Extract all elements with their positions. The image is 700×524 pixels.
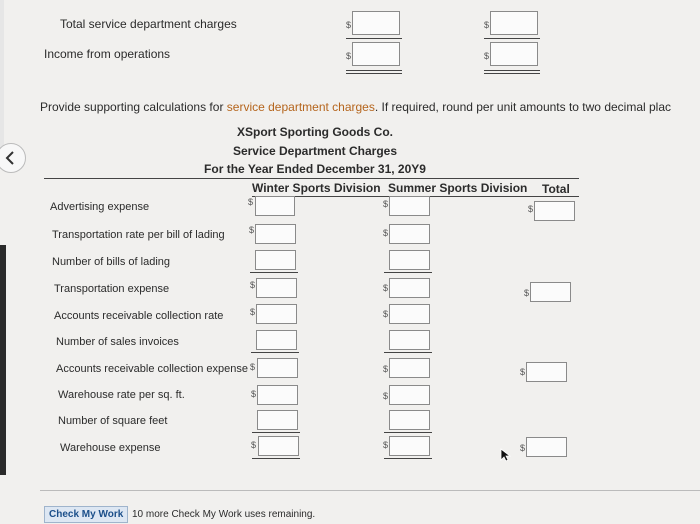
currency-sign: $ — [346, 20, 352, 30]
currency-sign: $ — [250, 280, 256, 290]
currency-sign: $ — [383, 228, 389, 238]
summer-sqft-input[interactable] — [389, 410, 430, 430]
total-ar-expense-input[interactable] — [526, 362, 567, 382]
sum-rule — [384, 272, 432, 273]
col-summer: Summer Sports Division — [388, 181, 528, 195]
back-button[interactable] — [0, 143, 26, 173]
row-label: Number of square feet — [58, 415, 168, 427]
row-label: Accounts receivable collection rate — [54, 310, 224, 322]
total-advertising-input[interactable] — [534, 201, 575, 221]
summer-invoices-input[interactable] — [389, 330, 430, 350]
report-period: For the Year Ended December 31, 20Y9 — [204, 162, 426, 176]
summer-transport-rate-input[interactable] — [389, 224, 430, 244]
currency-sign: $ — [383, 391, 389, 401]
income-from-operations-label: Income from operations — [44, 47, 171, 61]
total-transport-expense-input[interactable] — [530, 282, 571, 302]
double-underline — [346, 73, 402, 74]
report-title: Service Department Charges — [232, 144, 398, 158]
company-name: XSport Sporting Goods Co. — [237, 125, 393, 139]
currency-sign: $ — [251, 389, 257, 399]
col-winter: Winter Sports Division — [252, 181, 381, 195]
row-label: Number of bills of lading — [52, 256, 171, 268]
winter-warehouse-expense-input[interactable] — [258, 436, 299, 456]
footer-rule — [40, 490, 700, 491]
currency-sign: $ — [251, 440, 257, 450]
winter-bills-input[interactable] — [255, 250, 296, 270]
currency-sign: $ — [383, 364, 389, 374]
currency-sign: $ — [528, 204, 534, 214]
currency-sign: $ — [520, 367, 526, 377]
total-service-summer-input[interactable] — [490, 11, 538, 35]
sum-rule — [384, 432, 432, 433]
income-summer-input[interactable] — [490, 42, 538, 66]
currency-sign: $ — [524, 288, 530, 298]
winter-ar-expense-input[interactable] — [257, 358, 298, 378]
total-underline — [484, 38, 540, 39]
winter-sqft-input[interactable] — [257, 410, 298, 430]
winter-warehouse-rate-input[interactable] — [257, 385, 298, 405]
currency-sign: $ — [383, 283, 389, 293]
total-warehouse-expense-input[interactable] — [526, 437, 567, 457]
row-label: Warehouse rate per sq. ft. — [58, 389, 185, 401]
row-label: Transportation expense — [54, 283, 170, 295]
double-underline — [484, 70, 540, 71]
winter-invoices-input[interactable] — [256, 330, 297, 350]
total-service-winter-input[interactable] — [352, 11, 400, 35]
currency-sign: $ — [484, 51, 490, 61]
summer-bills-input[interactable] — [389, 250, 430, 270]
header-rule — [44, 178, 579, 179]
summer-warehouse-rate-input[interactable] — [389, 385, 430, 405]
left-edge-rail-dark — [0, 245, 6, 475]
currency-sign: $ — [383, 309, 389, 319]
final-rule — [384, 458, 432, 459]
summer-advertising-input[interactable] — [389, 196, 430, 216]
row-label: Advertising expense — [50, 201, 150, 213]
winter-ar-rate-input[interactable] — [256, 304, 297, 324]
cursor-icon — [500, 448, 512, 462]
sum-rule — [251, 352, 299, 353]
summer-transport-expense-input[interactable] — [389, 278, 430, 298]
sum-rule — [250, 272, 298, 273]
chevron-left-icon — [3, 150, 19, 166]
currency-sign: $ — [484, 20, 490, 30]
check-my-work-button[interactable]: Check My Work — [44, 506, 128, 523]
total-service-charges-label: Total service department charges — [60, 17, 237, 31]
winter-transport-rate-input[interactable] — [255, 224, 296, 244]
currency-sign: $ — [346, 51, 352, 61]
currency-sign: $ — [250, 307, 256, 317]
summer-ar-expense-input[interactable] — [389, 358, 430, 378]
summer-warehouse-expense-input[interactable] — [389, 436, 430, 456]
sum-rule — [384, 352, 432, 353]
instruction-text: Provide supporting calculations for service department charges. If required, round per unit amounts to two decimal plac — [40, 100, 672, 114]
currency-sign: $ — [248, 197, 254, 207]
income-winter-input[interactable] — [352, 42, 400, 66]
left-edge-rail — [0, 0, 4, 160]
total-underline — [346, 38, 402, 39]
double-underline — [346, 70, 402, 71]
final-rule — [252, 458, 300, 459]
row-label: Warehouse expense — [60, 442, 161, 454]
row-label: Accounts receivable collection expense — [56, 363, 249, 375]
winter-advertising-input[interactable] — [255, 196, 295, 216]
currency-sign: $ — [250, 362, 256, 372]
currency-sign: $ — [383, 440, 389, 450]
currency-sign: $ — [249, 225, 255, 235]
col-total: Total — [542, 182, 570, 196]
double-underline — [484, 73, 540, 74]
currency-sign: $ — [383, 199, 389, 209]
row-label: Number of sales invoices — [56, 336, 179, 348]
winter-transport-expense-input[interactable] — [256, 278, 297, 298]
remaining-text: 10 more Check My Work uses remaining. — [132, 509, 316, 520]
sum-rule — [252, 432, 300, 433]
summer-ar-rate-input[interactable] — [389, 304, 430, 324]
currency-sign: $ — [520, 443, 526, 453]
row-label: Transportation rate per bill of lading — [52, 229, 225, 241]
service-charges-link[interactable]: service department charges — [226, 100, 375, 114]
